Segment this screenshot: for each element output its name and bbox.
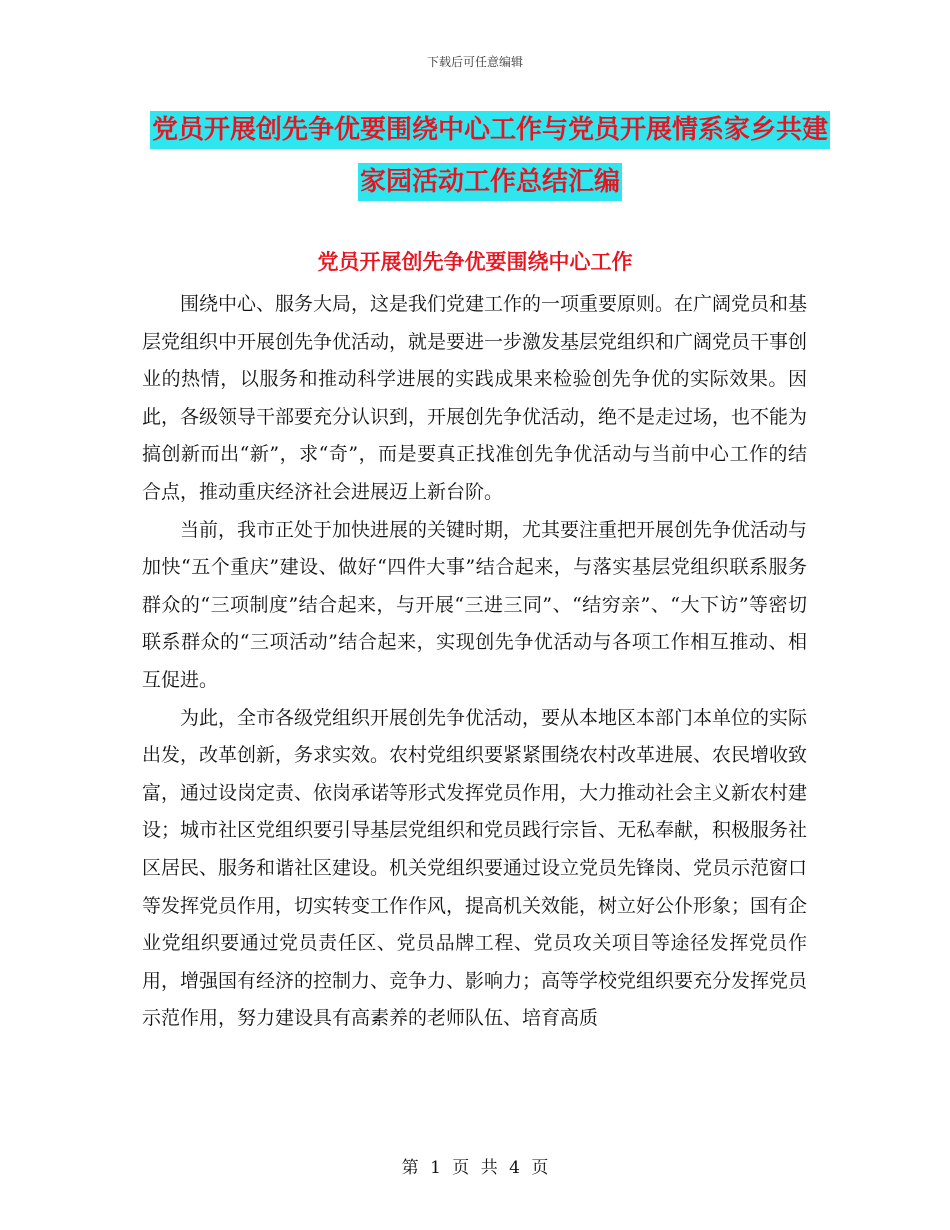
paragraph: 当前，我市正处于加快进展的关键时期，尤其要注重把开展创先争优活动与加快“五个重庆”建设、做好“四件大事”结合起来，与落实基层党组织联系服务群众的“三项制度”结合起来，与开展“三进三同”、“结穷亲”、“大下访”等密切联系群众的“三项活动”结合起来，实现创先争优活动与各项工作相互推动、相互促进。 [142, 518, 808, 691]
paragraph: 为此，全市各级党组织开展创先争优活动，要从本地区本部门本单位的实际出发，改革创新，务求实效。农村党组织要紧紧围绕农村改革进展、农民增收致富，通过设岗定责、依岗承诺等形式发挥党员作用，大力推动社会主义新农村建设；城市社区党组织要引导基层党组织和党员践行宗旨、无私奉献，积极服务社区居民、服务和谐社区建设。机关党组织要通过设立党员先锋岗、党员示范窗口等发挥党员作用，切实转变工作作风，提高机关效能，树立好公仆形象；国有企业党组织要通过党员责任区、党员品牌工程、党员攻关项目等途径发挥党员作用，增强国有经济的控制力、竞争力、影响力；高等学校党组织要充分发挥党员示范作用，努力建设具有高素养的老师队伍、培育高质 [142, 706, 808, 1030]
section-title: 党员开展创先争优要围绕中心工作 [317, 250, 633, 274]
document-body [142, 286, 807, 1038]
paragraph: 围绕中心、服务大局，这是我们党建工作的一项重要原则。在广阔党员和基层党组织中开展创先争优活动，就是要进一步激发基层党组织和广阔党员干事创业的热情，以服务和推动科学进展的实践成果来检验创先争优的实际效果。因此，各级领导干部要充分认识到，开展创先争优活动，绝不是走过场，也不能为搞创新而出“新”，求“奇”，而是要真正找准创先争优活动与当前中心工作的结合点，推动重庆经济社会进展迈上新台阶。 [142, 293, 808, 503]
header-note: 下载后可任意编辑 [426, 55, 523, 69]
document-title-text: 党员开展创先争优要围绕中心工作与党员开展情系家乡共建家园活动工作总结汇编 [150, 111, 830, 201]
document-title [150, 104, 830, 208]
page-number-footer: 第 1 页 共 4 页 [401, 1158, 549, 1178]
